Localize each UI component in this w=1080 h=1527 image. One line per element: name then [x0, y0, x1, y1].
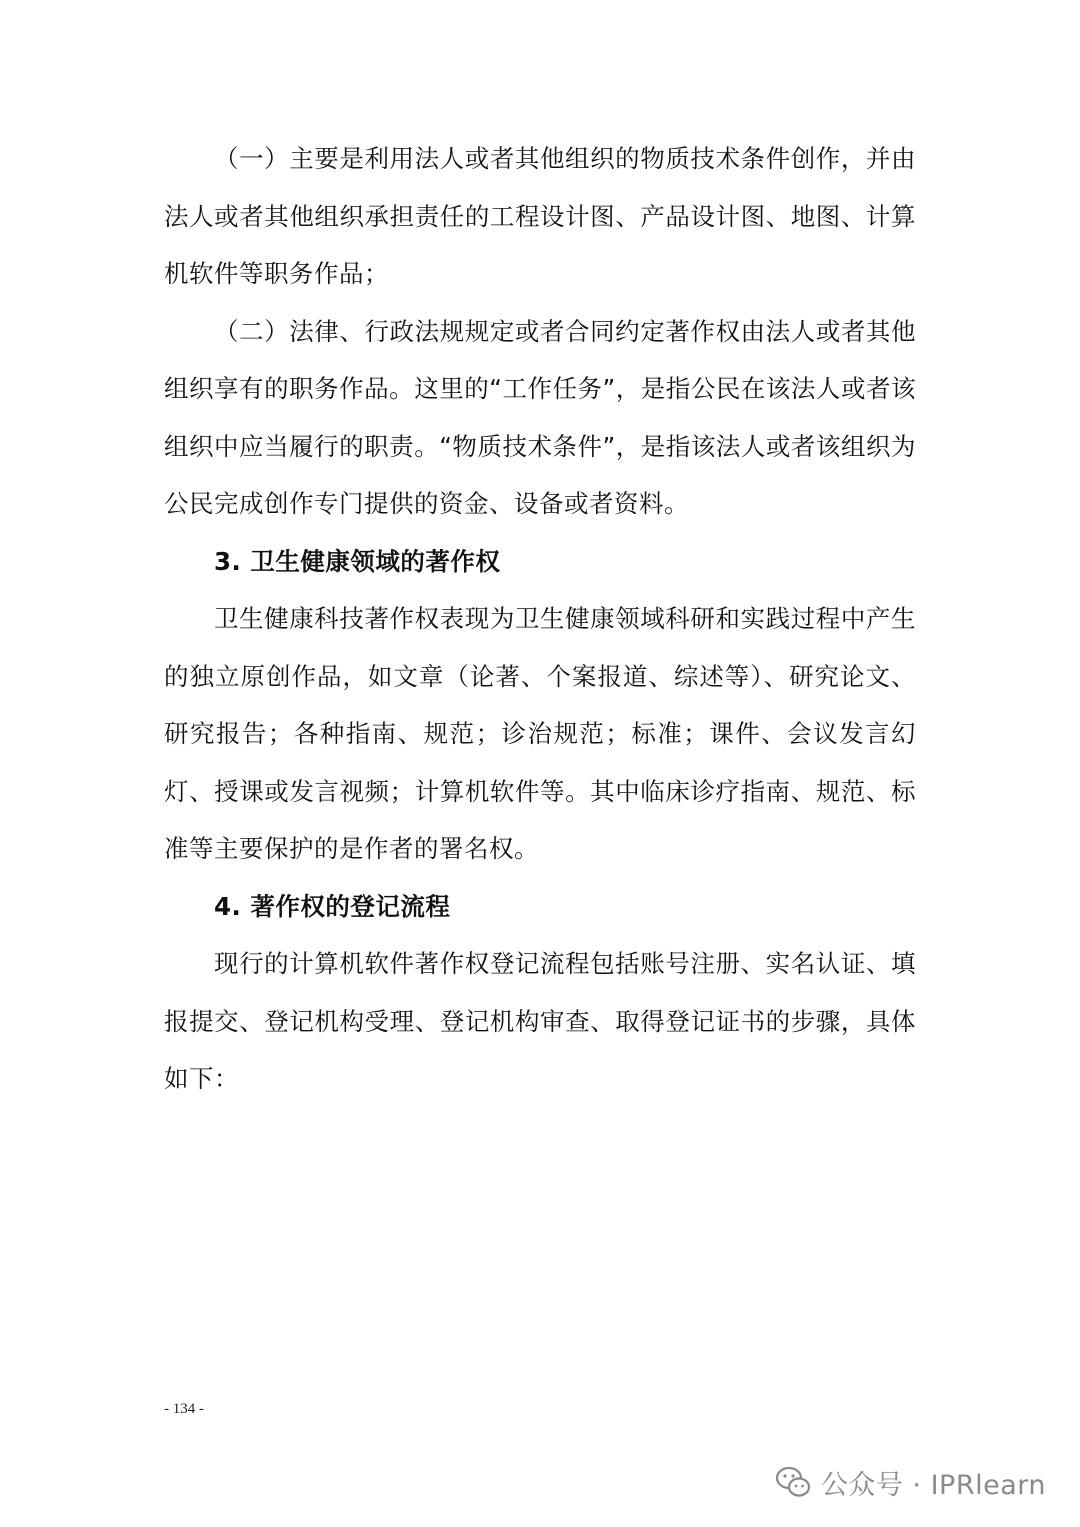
section-heading-registration-process: 4. 著作权的登记流程 [214, 891, 451, 921]
watermark [775, 1462, 1046, 1502]
wechat-icon [775, 1466, 811, 1498]
paragraph-registration-process: 现行的计算机软件著作权登记流程包括账号注册、实名认证、填报提交、登记机构受理、登记机构审查、取得登记证书的步骤，具体如下： [164, 949, 916, 1093]
paragraph-clause-one: （一）主要是利用法人或者其他组织的物质技术条件创作，并由法人或者其他组织承担责任的工程设计图、产品设计图、地图、计算机软件等职务作品； [164, 144, 916, 288]
document-body [164, 130, 916, 1108]
watermark-text: 公众号 · IPRlearn [820, 1469, 1046, 1501]
page-number: - 134 - [164, 1401, 204, 1417]
section-heading-health-copyright: 3. 卫生健康领域的著作权 [214, 546, 501, 576]
paragraph-health-copyright: 卫生健康科技著作权表现为卫生健康领域科研和实践过程中产生的独立原创作品，如文章（论著、个案报道、综述等）、研究论文、研究报告；各种指南、规范；诊治规范；标准；课件、会议发言幻灯、授课或发言视频；计算机软件等。其中临床诊疗指南、规范、标准等主要保护的是作者的署名权。 [164, 604, 916, 863]
paragraph-clause-two: （二）法律、行政法规规定或者合同约定著作权由法人或者其他组织享有的职务作品。这里的“工作任务”，是指公民在该法人或者该组织中应当履行的职责。“物质技术条件”，是指该法人或者该组织为公民完成创作专门提供的资金、设备或者资料。 [164, 316, 916, 518]
